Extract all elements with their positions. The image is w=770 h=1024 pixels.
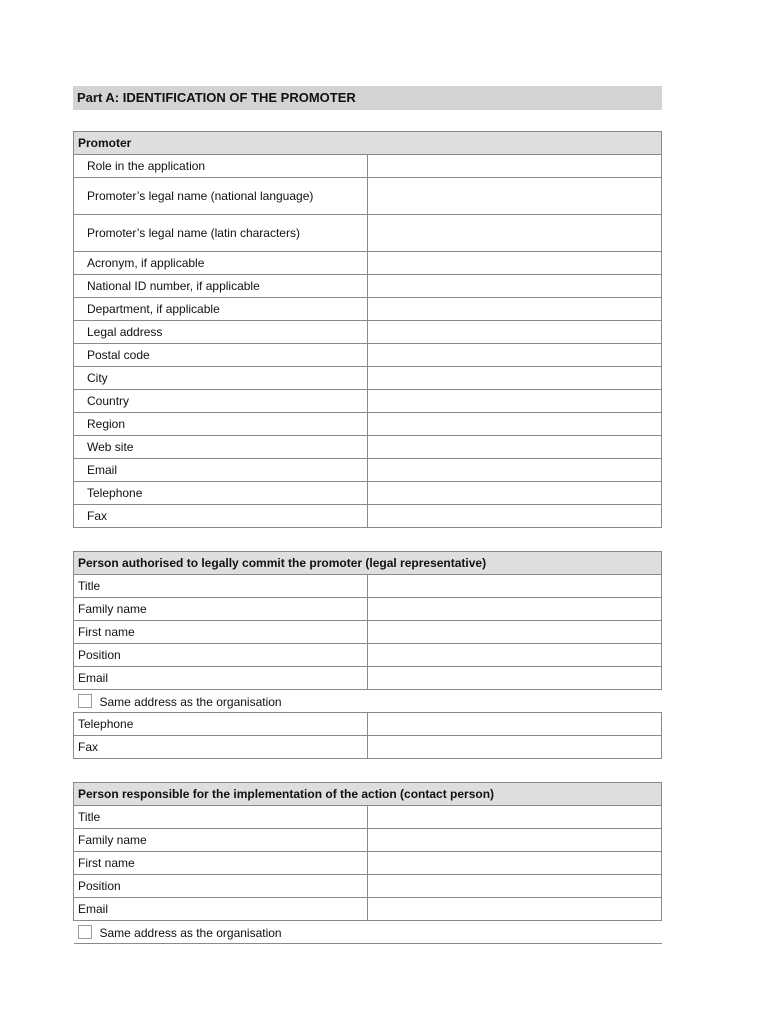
website-input[interactable]	[368, 436, 662, 459]
contact-family-name-label: Family name	[74, 829, 368, 852]
legal-rep-position-input[interactable]	[368, 644, 662, 667]
legal-rep-telephone-input[interactable]	[368, 713, 662, 736]
contact-email-label: Email	[74, 898, 368, 921]
telephone-label: Telephone	[74, 482, 368, 505]
contact-person-table	[73, 782, 662, 944]
part-a-title: Part A: IDENTIFICATION OF THE PROMOTER	[73, 86, 662, 110]
legal-name-latin-input[interactable]	[368, 215, 662, 252]
region-input[interactable]	[368, 413, 662, 436]
legal-rep-same-address-label: Same address as the organisation	[99, 694, 282, 709]
department-input[interactable]	[368, 298, 662, 321]
legal-name-national-label: Promoter’s legal name (national language)	[74, 178, 368, 215]
contact-email-input[interactable]	[368, 898, 662, 921]
email-label: Email	[74, 459, 368, 482]
city-input[interactable]	[368, 367, 662, 390]
legal-rep-family-name-label: Family name	[74, 598, 368, 621]
region-label: Region	[74, 413, 368, 436]
role-input[interactable]	[368, 155, 662, 178]
contact-title-input[interactable]	[368, 806, 662, 829]
legal-rep-title-input[interactable]	[368, 575, 662, 598]
legal-rep-same-address-row	[74, 690, 662, 713]
legal-address-label: Legal address	[74, 321, 368, 344]
legal-representative-table	[73, 551, 662, 759]
contact-same-address-row	[74, 921, 662, 944]
legal-rep-fax-input[interactable]	[368, 736, 662, 759]
contact-title-label: Title	[74, 806, 368, 829]
promoter-table	[73, 131, 662, 528]
role-label: Role in the application	[74, 155, 368, 178]
legal-rep-position-label: Position	[74, 644, 368, 667]
contact-first-name-input[interactable]	[368, 852, 662, 875]
website-label: Web site	[74, 436, 368, 459]
legal-rep-fax-label: Fax	[74, 736, 368, 759]
contact-same-address-label: Same address as the organisation	[99, 925, 282, 940]
postal-code-label: Postal code	[74, 344, 368, 367]
national-id-label: National ID number, if applicable	[74, 275, 368, 298]
telephone-input[interactable]	[368, 482, 662, 505]
legal-name-latin-label: Promoter’s legal name (latin characters)	[74, 215, 368, 252]
contact-heading: Person responsible for the implementation of the action (contact person)	[74, 783, 662, 806]
contact-position-input[interactable]	[368, 875, 662, 898]
fax-label: Fax	[74, 505, 368, 528]
legal-rep-first-name-label: First name	[74, 621, 368, 644]
national-id-input[interactable]	[368, 275, 662, 298]
legal-rep-first-name-input[interactable]	[368, 621, 662, 644]
legal-rep-title-label: Title	[74, 575, 368, 598]
acronym-input[interactable]	[368, 252, 662, 275]
country-label: Country	[74, 390, 368, 413]
city-label: City	[74, 367, 368, 390]
promoter-heading: Promoter	[74, 132, 662, 155]
contact-family-name-input[interactable]	[368, 829, 662, 852]
country-input[interactable]	[368, 390, 662, 413]
legal-address-input[interactable]	[368, 321, 662, 344]
postal-code-input[interactable]	[368, 344, 662, 367]
contact-first-name-label: First name	[74, 852, 368, 875]
contact-position-label: Position	[74, 875, 368, 898]
legal-name-national-input[interactable]	[368, 178, 662, 215]
acronym-label: Acronym, if applicable	[74, 252, 368, 275]
legal-rep-heading: Person authorised to legally commit the promoter (legal representative)	[74, 552, 662, 575]
legal-rep-family-name-input[interactable]	[368, 598, 662, 621]
legal-rep-telephone-label: Telephone	[74, 713, 368, 736]
email-input[interactable]	[368, 459, 662, 482]
legal-rep-email-input[interactable]	[368, 667, 662, 690]
legal-rep-email-label: Email	[74, 667, 368, 690]
fax-input[interactable]	[368, 505, 662, 528]
contact-same-address-checkbox[interactable]	[78, 925, 92, 939]
legal-rep-same-address-checkbox[interactable]	[78, 694, 92, 708]
department-label: Department, if applicable	[74, 298, 368, 321]
